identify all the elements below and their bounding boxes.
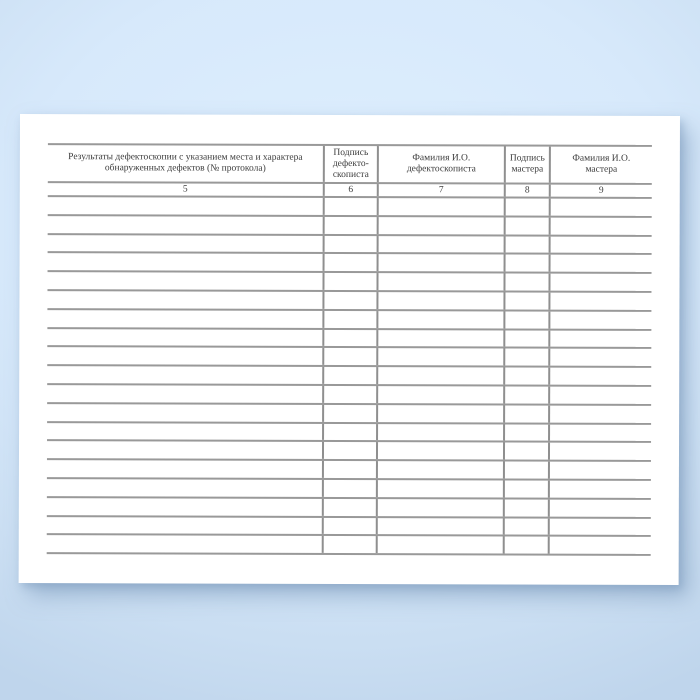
empty-cell bbox=[47, 291, 322, 309]
empty-cell bbox=[47, 441, 322, 459]
column-number: 6 bbox=[323, 184, 377, 196]
empty-cell bbox=[47, 385, 322, 403]
empty-cell bbox=[548, 293, 651, 310]
header-cell-defectoscopist-signature bbox=[323, 146, 377, 182]
defectoscopy-table bbox=[47, 143, 652, 556]
empty-cell bbox=[48, 253, 323, 271]
empty-cell bbox=[47, 423, 322, 441]
empty-cell bbox=[322, 442, 376, 459]
header-line: скописта bbox=[332, 169, 369, 180]
table-row bbox=[47, 460, 651, 481]
empty-cell bbox=[47, 517, 322, 535]
table-row bbox=[47, 329, 651, 350]
empty-cell bbox=[376, 273, 503, 290]
empty-cell bbox=[48, 197, 323, 215]
empty-cell bbox=[548, 311, 651, 328]
table-row bbox=[47, 423, 651, 444]
header-line: Подпись bbox=[509, 153, 545, 164]
table-row bbox=[47, 310, 651, 331]
empty-cell bbox=[549, 236, 652, 253]
empty-cell bbox=[503, 499, 548, 516]
empty-cell bbox=[548, 481, 651, 498]
empty-cell bbox=[376, 442, 503, 459]
empty-cell bbox=[549, 199, 652, 216]
empty-cell bbox=[322, 311, 376, 328]
empty-cell bbox=[503, 537, 548, 554]
table-row bbox=[47, 404, 651, 425]
empty-cell bbox=[322, 273, 376, 290]
table-row bbox=[47, 347, 651, 368]
empty-cell bbox=[323, 254, 377, 271]
empty-cell bbox=[377, 236, 504, 253]
empty-cell bbox=[549, 255, 652, 272]
empty-cell bbox=[323, 217, 377, 234]
empty-cell bbox=[548, 518, 651, 535]
header-line: дефектоскописта bbox=[406, 164, 476, 175]
empty-cell bbox=[503, 424, 548, 441]
empty-cell bbox=[503, 330, 548, 347]
header-line: Подпись bbox=[333, 147, 369, 158]
empty-cell bbox=[376, 311, 503, 328]
empty-cell bbox=[504, 217, 549, 234]
empty-cell bbox=[322, 292, 376, 309]
table-row bbox=[47, 385, 651, 406]
table-row bbox=[47, 366, 651, 387]
header-cell-master-signature bbox=[504, 146, 549, 182]
table-row bbox=[47, 291, 651, 312]
empty-cell bbox=[376, 461, 503, 478]
empty-cell bbox=[376, 386, 503, 403]
column-number: 5 bbox=[182, 184, 188, 195]
table-header-row bbox=[48, 145, 652, 185]
header-line: Фамилия И.О. bbox=[572, 153, 631, 164]
column-number: 7 bbox=[377, 184, 504, 196]
empty-cell bbox=[549, 217, 652, 234]
empty-cell bbox=[548, 330, 651, 347]
empty-cell bbox=[377, 217, 504, 234]
table-row bbox=[47, 517, 651, 538]
empty-cell bbox=[376, 405, 503, 422]
empty-cell bbox=[323, 198, 377, 215]
table-row bbox=[47, 498, 651, 519]
empty-cell bbox=[376, 330, 503, 347]
empty-cell bbox=[376, 367, 503, 384]
header-cell-results bbox=[48, 145, 323, 182]
empty-cell bbox=[322, 405, 376, 422]
empty-cell bbox=[322, 461, 376, 478]
empty-cell bbox=[322, 517, 376, 534]
empty-cell bbox=[548, 368, 651, 385]
empty-cell bbox=[548, 499, 651, 516]
empty-cell bbox=[322, 348, 376, 365]
empty-cell bbox=[377, 198, 504, 215]
empty-cell bbox=[503, 518, 548, 535]
empty-cell bbox=[548, 537, 651, 554]
empty-cell bbox=[322, 499, 376, 516]
empty-cell bbox=[376, 348, 503, 365]
table-row bbox=[47, 441, 651, 462]
empty-cell bbox=[504, 236, 549, 253]
empty-cell bbox=[503, 386, 548, 403]
table-row bbox=[48, 197, 652, 218]
table-row bbox=[47, 272, 651, 293]
empty-cell bbox=[376, 292, 503, 309]
empty-cell bbox=[503, 462, 548, 479]
empty-cell bbox=[47, 272, 322, 290]
empty-cell bbox=[376, 499, 503, 516]
header-line: мастера bbox=[585, 164, 618, 175]
empty-cell bbox=[322, 480, 376, 497]
empty-cell bbox=[322, 536, 376, 553]
empty-cell bbox=[548, 405, 651, 422]
empty-cell bbox=[548, 462, 651, 479]
column-number: 9 bbox=[549, 185, 652, 197]
table-row bbox=[47, 535, 651, 556]
empty-cell bbox=[47, 479, 322, 497]
empty-cell bbox=[322, 367, 376, 384]
empty-cell bbox=[48, 216, 323, 234]
table-row bbox=[48, 253, 652, 274]
header-line: обнаруженных дефектов (№ протокола) bbox=[104, 163, 266, 174]
empty-cell bbox=[47, 498, 322, 516]
empty-cell bbox=[322, 329, 376, 346]
empty-cell bbox=[322, 423, 376, 440]
header-line: Результаты дефектоскопии с указанием места и характера bbox=[68, 152, 303, 163]
header-line: дефекто- bbox=[332, 158, 369, 169]
empty-cell bbox=[503, 349, 548, 366]
empty-cell bbox=[322, 386, 376, 403]
empty-cell bbox=[504, 198, 549, 215]
header-line: Фамилия И.О. bbox=[412, 153, 471, 164]
empty-cell bbox=[548, 424, 651, 441]
column-number: 8 bbox=[504, 184, 549, 196]
empty-cell bbox=[503, 480, 548, 497]
empty-cell bbox=[47, 404, 322, 422]
empty-cell bbox=[377, 254, 504, 271]
empty-cell bbox=[376, 424, 503, 441]
empty-cell bbox=[503, 405, 548, 422]
table-row bbox=[47, 479, 651, 500]
empty-cell bbox=[503, 443, 548, 460]
header-cell-defectoscopist-name bbox=[377, 146, 504, 182]
table-row bbox=[48, 235, 652, 256]
empty-cell bbox=[503, 274, 548, 291]
document-page bbox=[19, 114, 680, 585]
empty-cell bbox=[47, 329, 322, 347]
header-cell-master-name bbox=[549, 147, 652, 183]
table-body bbox=[47, 197, 652, 556]
empty-cell bbox=[47, 366, 322, 384]
empty-cell bbox=[47, 347, 322, 365]
empty-cell bbox=[376, 536, 503, 553]
header-line: мастера bbox=[511, 164, 544, 175]
empty-cell bbox=[504, 255, 549, 272]
empty-cell bbox=[323, 235, 377, 252]
table-row bbox=[48, 216, 652, 237]
empty-cell bbox=[503, 292, 548, 309]
empty-cell bbox=[548, 387, 651, 404]
empty-cell bbox=[376, 480, 503, 497]
empty-cell bbox=[503, 311, 548, 328]
empty-cell bbox=[47, 535, 322, 553]
empty-cell bbox=[47, 310, 322, 328]
empty-cell bbox=[548, 443, 651, 460]
empty-cell bbox=[376, 518, 503, 535]
empty-cell bbox=[503, 368, 548, 385]
empty-cell bbox=[548, 349, 651, 366]
empty-cell bbox=[548, 274, 651, 291]
empty-cell bbox=[47, 460, 322, 478]
empty-cell bbox=[48, 235, 323, 253]
